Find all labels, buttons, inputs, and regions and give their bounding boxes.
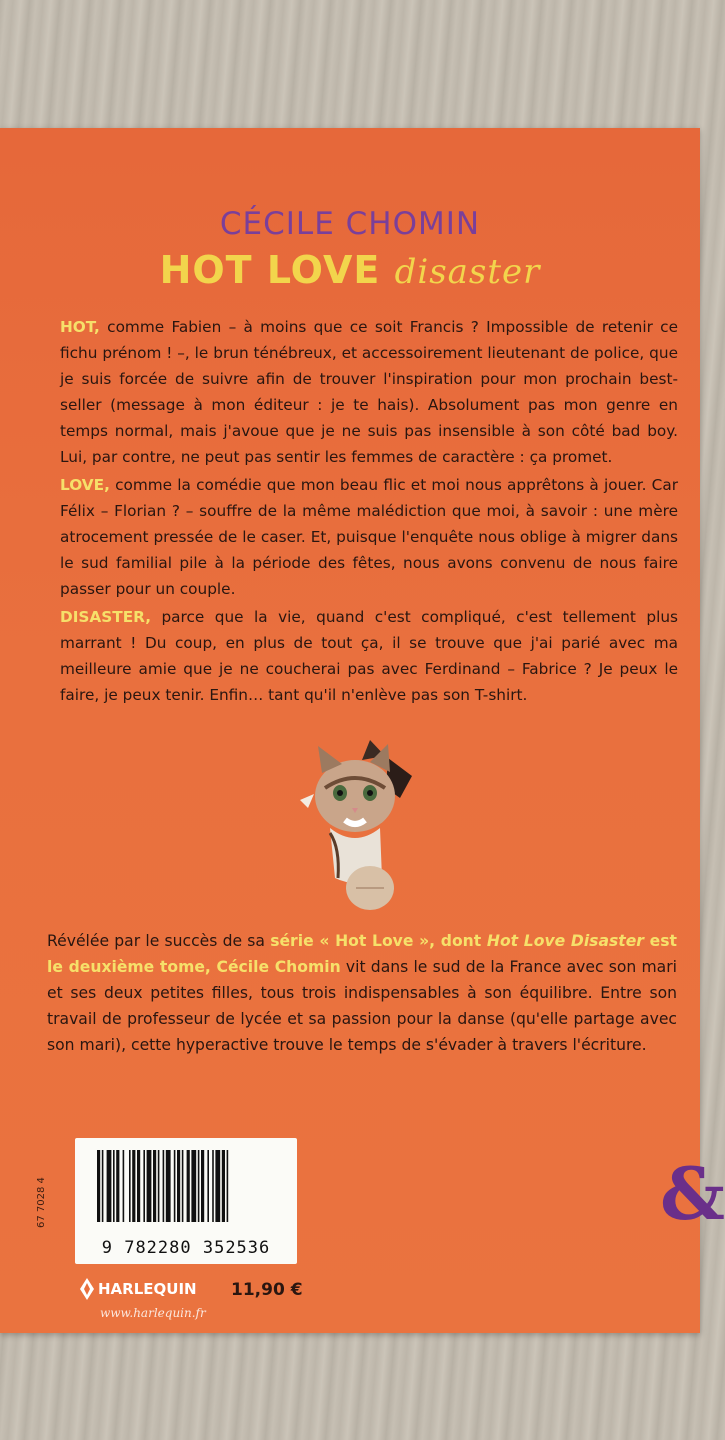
bio-tome: est le deuxième tome,	[47, 932, 677, 976]
barcode-bar	[198, 1150, 200, 1222]
barcode-bar	[113, 1150, 115, 1222]
barcode-bar	[147, 1150, 152, 1222]
book-title	[0, 248, 700, 292]
barcode-bar	[187, 1150, 190, 1222]
bio-book-title: Hot Love Disaster	[486, 932, 644, 950]
publisher-name: HARLEQUIN	[98, 1280, 197, 1298]
title-main: HOT LOVE	[159, 248, 381, 292]
kitten-illustration	[300, 738, 420, 918]
bio-series: série « Hot Love », dont	[270, 932, 487, 950]
barcode-bar	[97, 1150, 100, 1222]
barcode-bar	[177, 1150, 180, 1222]
blurb-text: comme Fabien – à moins que ce soit Francis ? Impossible de retenir ce fichu prénom ! –, le brun ténébreux, et accessoirement lieutenant de police, que je suis forcée de suivre afin de trouver l'inspiration pour mon prochain best-seller (message à mon éditeur : je te hais). Absolument pas mon genre en temps normal, mais j'avoue que je ne suis pas insensible à son côté bad boy. Lui, par contre, ne peut pas sentir les femmes de caractère : ça promet.	[60, 318, 678, 466]
barcode-bar	[116, 1150, 119, 1222]
blurb-text: parce que la vie, quand c'est compliqué, c'est tellement plus marrant ! Du coup, en plus de tout ça, il se trouve que j'ai parié avec ma meilleure amie que je ne coucherai pas avec Ferdinand – Fabrice ? Je peux le faire, je peux tenir. Enfin… tant qu'il n'enlève pas son T-shirt.	[60, 608, 678, 704]
keyword-love: LOVE,	[60, 476, 110, 494]
barcode-bar	[102, 1150, 104, 1222]
ampersand-logo: &	[660, 1151, 725, 1236]
barcode-bar	[132, 1150, 135, 1222]
barcode-bar	[201, 1150, 204, 1222]
author-name: CÉCILE CHOMIN	[219, 206, 481, 242]
barcode	[75, 1138, 297, 1264]
bio-rest: vit dans le sud de la France avec son mari et ses deux petites filles, tous trois indispensables à son équilibre. Entre son travail de professeur de lycée et sa passion pour la danse (qu'elle partage avec son mari), cette hyperactive trouve le temps de s'évader à travers l'écriture.	[47, 958, 677, 1054]
keyword-disaster: DISASTER,	[60, 608, 152, 626]
side-code: 67 7028 4	[36, 1177, 47, 1229]
paper-fragment	[300, 794, 314, 808]
publisher-logo	[80, 1278, 197, 1300]
barcode-bar	[107, 1150, 112, 1222]
title-script: disaster	[394, 252, 541, 292]
blurb-paragraph-disaster	[60, 604, 678, 708]
barcode-bar	[143, 1150, 145, 1222]
barcode-bar	[174, 1150, 176, 1222]
keyword-hot: HOT,	[60, 318, 100, 336]
publisher-website: www.harlequin.fr	[100, 1306, 206, 1320]
bio-intro: Révélée par le succès de sa	[47, 932, 271, 950]
price: 11,90 €	[231, 1280, 303, 1300]
blurb-paragraph-hot	[60, 314, 678, 470]
barcode-bar	[212, 1150, 214, 1222]
barcode-bar	[222, 1150, 225, 1222]
blurb-text: comme la comédie que mon beau flic et moi nous apprêtons à jouer. Car Félix – Florian ? – souffre de la même malédiction que moi, à savoir : une mère atrocement pressée de le caser. Et, puisque l'enquête nous oblige à migrer dans le sud familial pile à la période des fêtes, nous avons convenu de nous faire passer pour un couple.	[60, 476, 678, 598]
barcode-bar	[153, 1150, 156, 1222]
barcode-digits: 9 782280 352536	[101, 1238, 271, 1258]
barcode-bar	[207, 1150, 209, 1222]
bio-author-name: Cécile Chomin	[216, 958, 341, 976]
barcode-bar	[158, 1150, 160, 1222]
barcode-bar	[191, 1150, 196, 1222]
barcode-bars	[75, 1144, 297, 1244]
blurb	[60, 314, 678, 710]
barcode-bar	[215, 1150, 220, 1222]
barcode-bar	[166, 1150, 171, 1222]
barcode-bar	[163, 1150, 165, 1222]
barcode-bar	[227, 1150, 229, 1222]
blurb-paragraph-love	[60, 472, 678, 602]
author-bio	[47, 928, 677, 1058]
barcode-bar	[137, 1150, 140, 1222]
diamond-icon	[80, 1278, 94, 1300]
barcode-bar	[182, 1150, 184, 1222]
book-back-cover	[0, 128, 725, 1333]
barcode-bar	[129, 1150, 131, 1222]
barcode-bar	[123, 1150, 125, 1222]
